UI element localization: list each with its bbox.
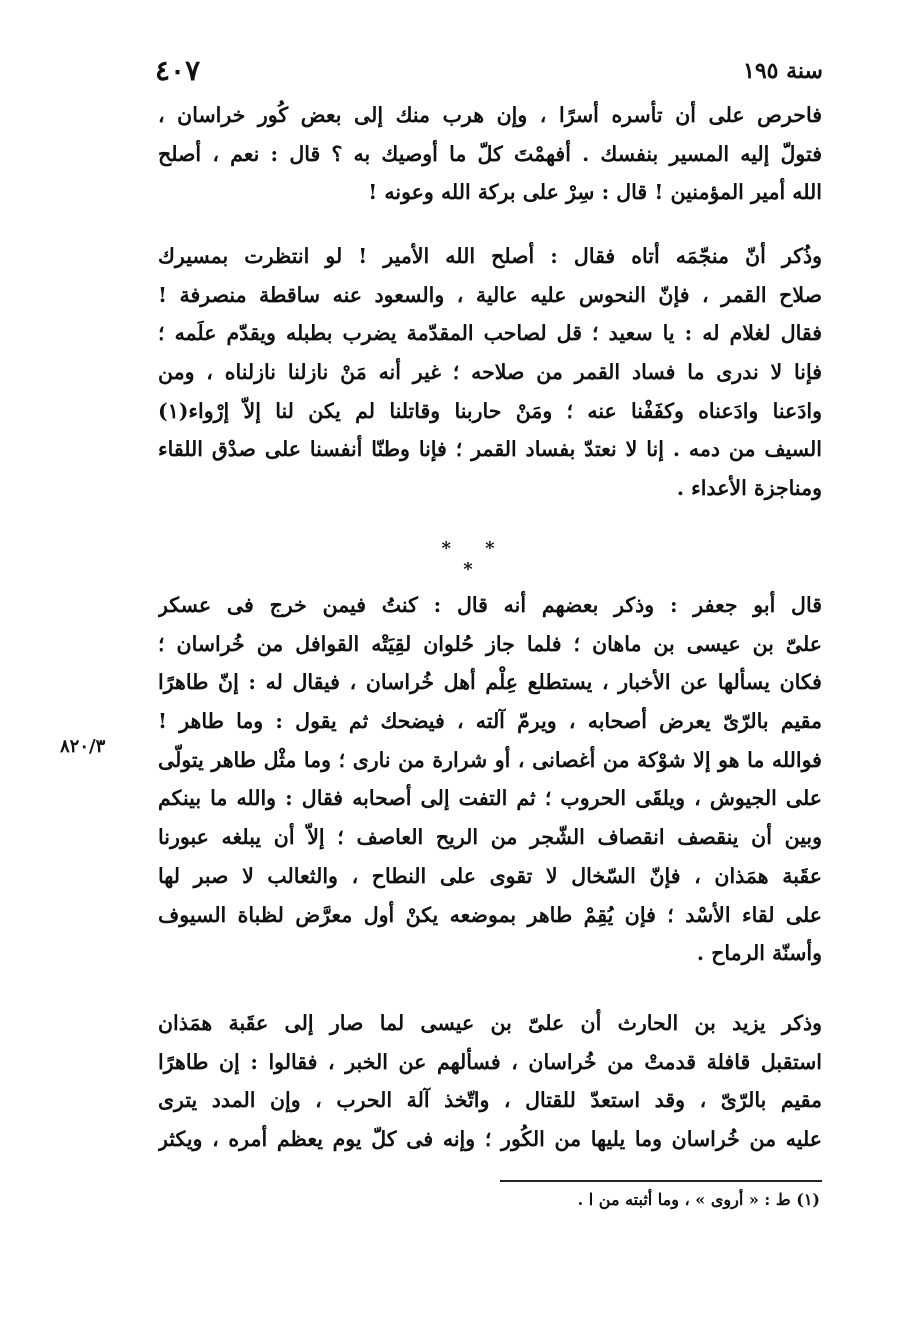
page-number: ٤٠٧	[155, 54, 201, 87]
footnote: (١) ط : « أروى » ، وما أثبته من ا .	[577, 1190, 820, 1209]
paragraph-2	[158, 237, 822, 508]
text-line: فقال لغلام له : يا سعيد ؛ قل لصاحب المقدّمة يضرب بطبله ويقدّم علَمه ؛	[158, 321, 822, 346]
text-line: عليه من خُراسان وما يليها من الكُور ؛ وإنه فى كلّ يوم يعظم أمره ، ويكثر	[158, 1127, 822, 1152]
text-line: على لقاء الأسْد ؛ فإن يُقِمْ طاهر بموضعه يكنْ أول معرَّض لظباة السيوف	[158, 902, 822, 927]
text-line: السيف من دمه . إنا لا نعتدّ بفساد القمر ؛ فإنا وطنّا أنفسنا على صدْق اللقاء	[158, 437, 822, 462]
text-line: صلاح القمر ، فإنّ النحوس عليه عالية ، والسعود عنه ساقطة منصرفة !	[158, 282, 822, 307]
text-line: قال أبو جعفر : وذكر بعضهم أنه قال : كنتُ فيمن خرج فى عسكر	[158, 593, 822, 617]
text-line: استقبل قافلة قدمتْ من خُراسان ، فسألهم عن الخبر ، فقالوا : إن طاهرًا	[158, 1049, 822, 1074]
text-line: على الجيوش ، ويلقَى الحروب ؛ ثم التفت إلى أصحابه فقال : والله ما بينكم	[158, 786, 822, 811]
text-line: فوالله ما هو إلا شوْكة من أغصانى ، أو شرارة من نارى ؛ وما مثْل طاهر يتولّى	[158, 747, 822, 772]
margin-reference: ٨٢٠/٣	[60, 736, 106, 757]
paragraph-3	[158, 586, 822, 973]
text-line: عقَبة همَذان ، فإنّ السّخال لا تقوى على النطاح ، والثعالب لا صبر لها	[158, 863, 822, 888]
paragraph-4	[158, 1004, 822, 1159]
text-line: وذُكر أنّ منجّمَه أتاه فقال : أصلح الله الأمير ! لو انتظرت بمسيرك	[158, 244, 822, 268]
text-line: علىّ بن عيسى بن ماهان ؛ فلما جاز حُلوان لقِيَتْه القوافل من خُراسان ؛	[158, 631, 822, 656]
text-line: وذكر يزيد بن الحارث أن علىّ بن عيسى لما صار إلى عقَبة همَذان	[158, 1011, 822, 1035]
text-line: فاحرص على أن تأسره أسرًا ، وإن هرب منك إلى بعض كُور خراسان ،	[158, 103, 822, 127]
text-line: مقيم بالرّىّ يعرض أصحابه ، ويرمّ آلته ، فيضحك ثم يقول : وما طاهر !	[158, 709, 822, 734]
section-separator: * * *	[441, 538, 509, 580]
header-year: سنة ١٩٥	[743, 58, 823, 84]
text-line: فإنا لا ندرى ما فساد القمر من صلاحه ؛ غير أنه مَنْ نازلنا نازلناه ، ومن	[158, 360, 822, 385]
text-line: وأسنّة الرماح .	[696, 941, 822, 966]
paragraph-1	[158, 96, 822, 212]
text-line: فتولّ إليه المسير بنفسك . أفهمْتَ كلّ ما أوصيك به ؟ قال : نعم ، أصلح	[158, 141, 822, 166]
text-line: وبين أن ينقصف انقصاف الشّجر من الريح العاصف ؛ إلاّ أن يبلغه عبورنا	[158, 825, 822, 850]
text-line: وادَعنا وادَعناه وكفَفْنا عنه ؛ ومَنْ حاربنا وقاتلنا لم يكن لنا إلاّ إرْواء(١)	[158, 398, 822, 423]
text-line: الله أمير المؤمنين ! قال : سِرْ على بركة الله وعونه !	[368, 180, 822, 205]
text-line: ومناجزة الأعداء .	[676, 476, 822, 501]
text-line: مقيم بالرّىّ ، وقد استعدّ للقتال ، واتّخذ آلة الحرب ، وإن المدد يترى	[158, 1088, 822, 1113]
text-line: فكان يسألها عن الأخبار ، يستطلع عِلْم أهل خُراسان ، فيقال له : إنّ طاهرًا	[158, 670, 822, 695]
footnote-rule	[500, 1180, 822, 1182]
page-header	[155, 54, 823, 90]
